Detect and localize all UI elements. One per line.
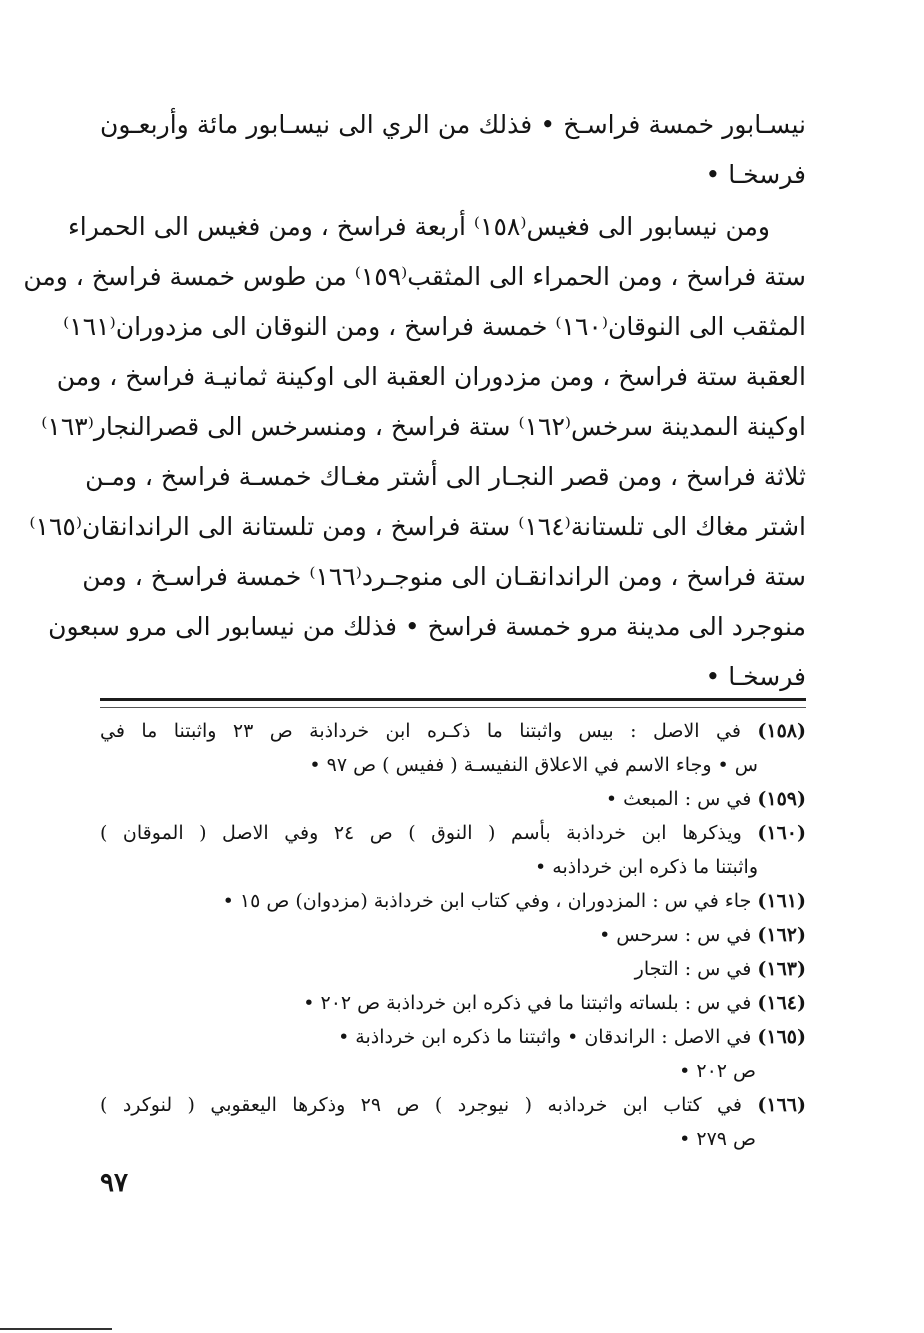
text-line: ومن نيسابور الى فغيس⁽١٥٨⁾ أربعة فراسخ ، ومن فغيس الى الحمراء xyxy=(68,212,770,241)
footnote-163 xyxy=(100,952,806,986)
footnote-165 xyxy=(100,1020,806,1088)
footnote-text: في الاصل : بيس واثبتنا ما ذكـره ابن خرداذبة ص ٢٣ واثبتنا ما في xyxy=(100,720,741,742)
text-line: ثلاثة فراسخ ، ومن قصر النجـار الى أشتر مغـاك خمسـة فراسخ ، ومـن xyxy=(85,462,806,491)
footnote-number: (١٦٥) xyxy=(757,1026,806,1048)
footnote-number: (١٦٦) xyxy=(757,1094,806,1116)
text-line: العقبة ستة فراسخ ، ومن مزدوران العقبة الى اوكينة ثمانيـة فراسخ ، ومن xyxy=(56,362,806,391)
footnote-text: في س : التجار xyxy=(634,958,752,980)
footnote-number: (١٥٨) xyxy=(757,720,806,742)
footnote-text: ويذكرها ابن خرداذبة بأسم ( النوق ) ص ٢٤ وفي الاصل ( الموقان ) xyxy=(100,822,742,844)
footnote-164 xyxy=(100,986,806,1020)
main-text xyxy=(23,100,806,702)
footnote-number: (١٦٠) xyxy=(757,822,806,844)
footnote-separator xyxy=(100,698,806,708)
footnote-line xyxy=(100,1020,806,1054)
footnote-number: (١٥٩) xyxy=(757,788,806,810)
text-line: اشتر مغاك الى تلستانة⁽١٦٤⁾ ستة فراسخ ، ومن تلستانة الى الراندانقان⁽١٦٥⁾ xyxy=(29,512,806,541)
footnote-line: واثبتنا ما ذكره ابن خرداذبه • xyxy=(535,856,758,878)
text-line: فرسخـا • xyxy=(705,662,806,691)
footnote-line xyxy=(100,986,806,1020)
footnote-166 xyxy=(100,1088,806,1156)
footnote-162 xyxy=(100,918,806,952)
text-line: المثقب الى النوقان⁽١٦٠⁾ خمسة فراسخ ، ومن النوقان الى مزدوران⁽١٦١⁾ xyxy=(63,312,806,341)
footnote-number: (١٦٢) xyxy=(757,924,806,946)
footnotes xyxy=(100,714,806,1156)
footnote-line: ص ٢٠٢ • xyxy=(679,1060,756,1082)
footnote-line: س • وجاء الاسم في الاعلاق النفيسـة ( ففيس ) ص ٩٧ • xyxy=(309,754,758,776)
footnote-text: في س : المبعث • xyxy=(605,788,752,810)
footnote-text: في س : بلساته واثبتنا ما في ذكره ابن خرداذبة ص ٢٠٢ • xyxy=(303,992,752,1014)
footnote-line: ص ٢٧٩ • xyxy=(679,1128,756,1150)
footnote-text: جاء في س : المزدوران ، وفي كتاب ابن خرداذبة (مزدوان) ص ١٥ • xyxy=(222,890,752,912)
footnote-number: (١٦٤) xyxy=(757,992,806,1014)
footnote-line xyxy=(100,918,806,952)
scan-edge-line xyxy=(0,1328,112,1330)
footnote-number: (١٦٣) xyxy=(757,958,806,980)
text-line: ستة فراسخ ، ومن الراندانقـان الى منوجـرد⁽١٦٦⁾ خمسة فراسـخ ، ومن xyxy=(82,562,806,591)
text-line: نيسـابور خمسة فراسـخ • فذلك من الري الى نيسـابور مائة وأربعـون xyxy=(100,110,806,139)
text-line: منوجرد الى مدينة مرو خمسة فراسخ • فذلك من نيسابور الى مرو سبعون xyxy=(48,612,806,641)
footnote-line xyxy=(100,884,806,918)
footnote-line xyxy=(100,714,806,748)
footnote-line xyxy=(100,952,806,986)
text-line: اوكينة الىمدينة سرخس⁽١٦٢⁾ ستة فراسخ ، ومنسرخس الى قصرالنجار⁽١٦٣⁾ xyxy=(41,412,806,441)
footnote-text: في س : سرحس • xyxy=(599,924,752,946)
footnote-line xyxy=(100,1088,806,1122)
footnote-line xyxy=(100,816,806,850)
page-number: ٩٧ xyxy=(100,1168,128,1198)
text-line: ستة فراسخ ، ومن الحمراء الى المثقب⁽١٥٩⁾ من طوس خمسة فراسخ ، ومن xyxy=(23,262,806,291)
footnote-159 xyxy=(100,782,806,816)
footnote-text: في كتاب ابن خرداذبه ( نيوجرد ) ص ٢٩ وذكرها اليعقوبي ( لنوكرد ) xyxy=(100,1094,742,1116)
footnote-158 xyxy=(100,714,806,782)
footnote-161 xyxy=(100,884,806,918)
text-line: فرسخـا • xyxy=(705,160,806,189)
footnote-160 xyxy=(100,816,806,884)
footnote-number: (١٦١) xyxy=(757,890,806,912)
footnote-text: في الاصل : الراندقان • واثبتنا ما ذكره ابن خرداذبة • xyxy=(338,1026,752,1048)
footnote-line xyxy=(100,782,806,816)
